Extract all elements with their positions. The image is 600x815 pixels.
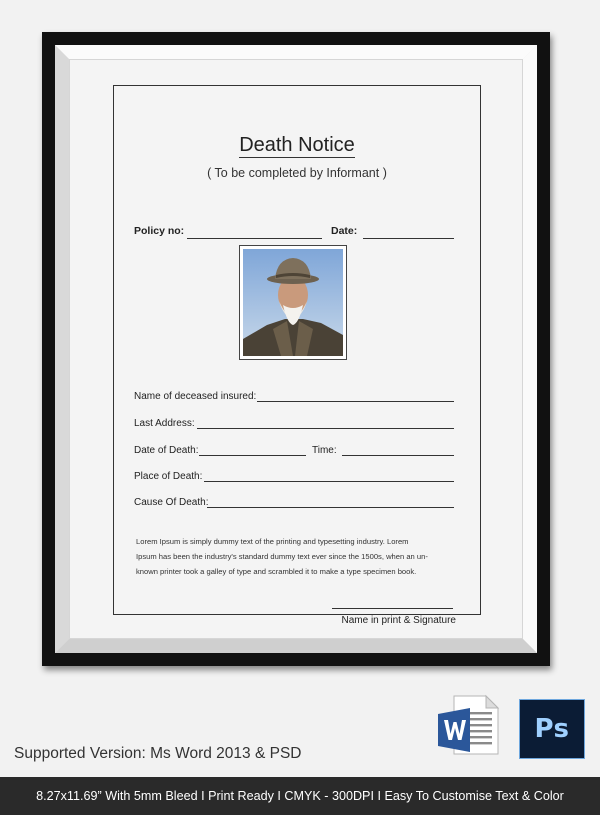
field-cause-line[interactable] (207, 507, 454, 508)
signature-label: Name in print & Signature (341, 615, 456, 626)
field-place-label: Place of Death: (134, 471, 203, 482)
picture-frame (42, 32, 550, 666)
field-name-label: Name of deceased insured: (134, 391, 257, 402)
field-address-line[interactable] (197, 428, 454, 429)
policy-line[interactable] (187, 238, 322, 239)
field-place-line[interactable] (204, 481, 454, 482)
portrait-image (243, 249, 343, 356)
field-time-label: Time: (312, 445, 337, 456)
date-label: Date: (331, 225, 358, 237)
photoshop-icon-label: Ps (534, 714, 570, 744)
field-cause-label: Cause Of Death: (134, 497, 209, 508)
footer-specs-bar: 8.27x11.69” With 5mm Bleed I Print Ready I CMYK - 300DPI I Easy To Customise Text & Color (0, 777, 600, 815)
date-line[interactable] (363, 238, 454, 239)
field-date-of-death-label: Date of Death: (134, 445, 199, 456)
lorem-line: Ipsum has been the industry's standard dummy text ever since the 1500s, when an un- (136, 552, 428, 561)
lorem-line: known printer took a galley of type and scrambled it to make a type specimen book. (136, 567, 417, 576)
field-date-of-death-line[interactable] (199, 455, 306, 456)
field-name-line[interactable] (257, 401, 454, 402)
death-notice-form (113, 85, 481, 626)
form-subtitle: ( To be completed by Informant ) (207, 166, 387, 180)
field-address-label: Last Address: (134, 418, 195, 429)
field-time-line[interactable] (342, 455, 454, 456)
photoshop-icon (519, 699, 585, 759)
supported-version-text: Supported Version: Ms Word 2013 & PSD (14, 745, 302, 762)
policy-label: Policy no: (134, 225, 185, 237)
ms-word-icon (436, 694, 500, 756)
lorem-line: Lorem Ipsum is simply dummy text of the printing and typesetting industry. Lorem (136, 537, 409, 546)
deceased-photo (239, 245, 347, 360)
signature-line[interactable] (332, 608, 453, 609)
form-title: Death Notice (239, 134, 355, 156)
lorem-paragraph (136, 534, 458, 579)
